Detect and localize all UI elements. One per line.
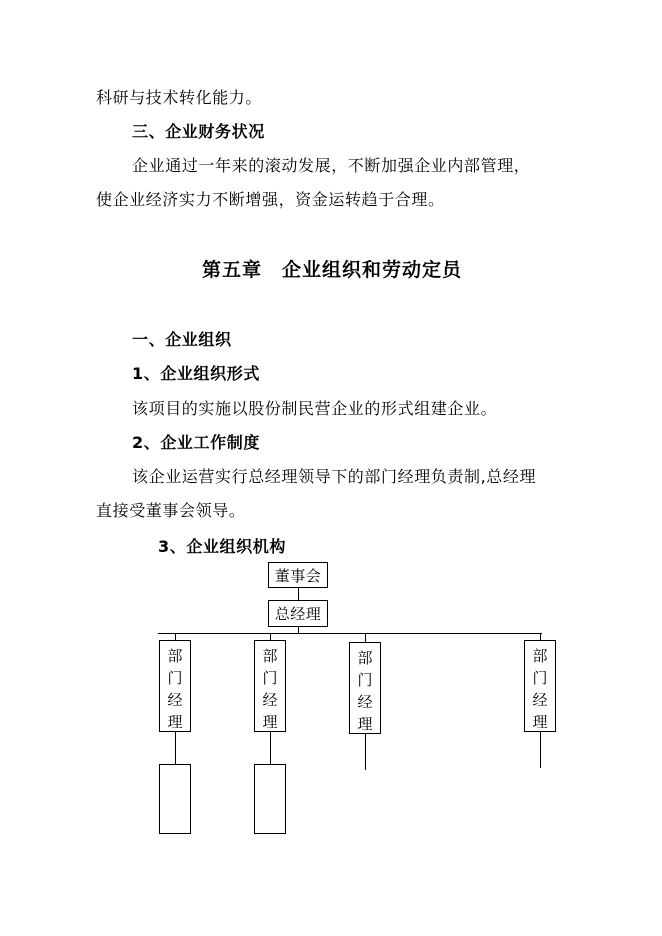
dept-char: 门 (357, 671, 373, 689)
dept-char: 理 (262, 713, 278, 731)
dept-char: 门 (262, 669, 278, 687)
dept-char: 经 (357, 693, 373, 711)
board-box: 董事会 (268, 562, 328, 588)
dept-char: 部 (262, 647, 278, 665)
dept-char: 部 (532, 647, 548, 665)
connector-board-gm (298, 587, 299, 601)
work-system-heading: 2、企业工作制度 (132, 433, 260, 452)
dept-char: 经 (532, 691, 548, 709)
connector-horizontal-bus (158, 633, 542, 634)
work-system-text-line-1: 该企业运营实行总经理领导下的部门经理负责制,总经理 (132, 467, 537, 486)
dept-char: 经 (167, 691, 183, 709)
dept-manager-box-4 (524, 640, 556, 732)
research-line: 科研与技术转化能力。 (96, 88, 263, 107)
dept-manager-box-3 (349, 642, 381, 734)
dept-char: 理 (167, 713, 183, 731)
dept-char: 理 (532, 713, 548, 731)
connector-below-3 (365, 734, 366, 770)
org-form-text: 该项目的实施以股份制民营企业的形式组建企业。 (132, 399, 498, 418)
general-manager-box: 总经理 (268, 600, 328, 627)
work-system-text-line-2: 直接受董事会领导。 (96, 501, 246, 520)
finance-text-line-1: 企业通过一年来的滚动发展，不断加强企业内部管理， (132, 156, 531, 175)
dept-char: 部 (167, 647, 183, 665)
dept-char: 门 (532, 669, 548, 687)
finance-heading: 三、企业财务状况 (132, 122, 265, 141)
dept-manager-box-1 (159, 640, 191, 732)
connector-below-2 (270, 732, 271, 764)
dept-manager-box-2 (254, 640, 286, 732)
chapter-title: 第五章 企业组织和劳动定员 (202, 259, 463, 281)
section-heading: 一、企业组织 (132, 330, 232, 349)
sub-unit-box-2 (254, 764, 286, 834)
dept-char: 理 (357, 715, 373, 733)
dept-char: 部 (357, 649, 373, 667)
connector-below-1 (175, 732, 176, 764)
connector-below-4 (540, 732, 541, 768)
org-structure-heading: 3、企业组织机构 (158, 537, 286, 556)
finance-text-line-2: 使企业经济实力不断增强，资金运转趋于合理。 (96, 190, 445, 209)
dept-char: 经 (262, 691, 278, 709)
org-form-heading: 1、企业组织形式 (132, 364, 260, 383)
dept-char: 门 (167, 669, 183, 687)
sub-unit-box-1 (159, 764, 191, 834)
